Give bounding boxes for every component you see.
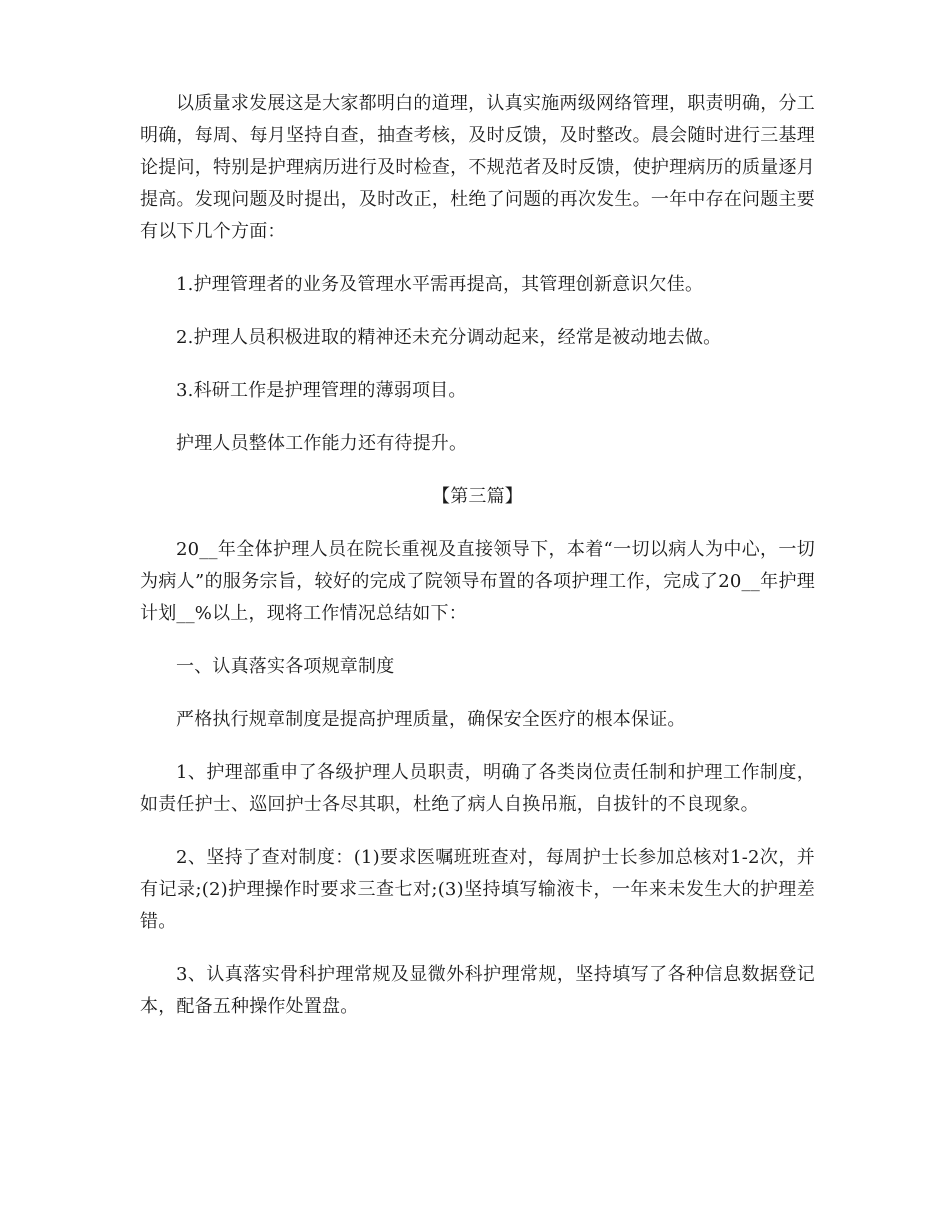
- paragraph-item-2-verification: 2、坚持了查对制度：(1)要求医嘱班班查对，每周护士长参加总核对1-2次，并有记录;(2)护理操作时要求三查七对;(3)坚持填写输液卡，一年来未发生大的护理差错。: [140, 847, 815, 932]
- paragraph-overall-ability: 护理人员整体工作能力还有待提升。: [176, 433, 468, 454]
- paragraph-item-3-orthopedic-care: 3、认真落实骨科护理常规及显微外科护理常规，坚持填写了各种信息数据登记本，配备五种操作处置盘。: [140, 964, 815, 1017]
- paragraph-section-one-title: 一、认真落实各项规章制度: [176, 656, 395, 677]
- paragraph-problem-2: 2.护理人员积极进取的精神还未充分调动起来，经常是被动地去做。: [176, 327, 722, 348]
- paragraph-rules-importance: 严格执行规章制度是提高护理质量，确保安全医疗的根本保证。: [176, 709, 686, 730]
- paragraph-quality-management: 以质量求发展这是大家都明白的道理，认真实施两级网络管理，职责明确，分工明确，每周、每月坚持自查，抽查考核，及时反馈，及时整改。晨会随时进行三基理论提问，特别是护理病历进行及时检查，不规范者及时反馈，使护理病历的质量逐月提高。发现问题及时提出，及时改正，杜绝了问题的再次发生。一年中存在问题主要有以下几个方面：: [140, 93, 815, 242]
- section-heading: 【第三篇】: [432, 486, 523, 507]
- document-body: [140, 88, 815, 1044]
- paragraph-annual-summary-intro: 20__年全体护理人员在院长重视及直接领导下，本着“一切以病人为中心，一切为病人”的服务宗旨，较好的完成了院领导布置的各项护理工作，完成了20__年护理计划__%以上，现将工作情况总结如下：: [140, 539, 815, 624]
- paragraph-problem-3: 3.科研工作是护理管理的薄弱项目。: [176, 380, 467, 401]
- paragraph-problem-1: 1.护理管理者的业务及管理水平需再提高，其管理创新意识欠佳。: [176, 274, 704, 295]
- paragraph-item-1-responsibilities: 1、护理部重申了各级护理人员职责，明确了各类岗位责任制和护理工作制度，如责任护士、巡回护士各尽其职，杜绝了病人自换吊瓶，自拔针的不良现象。: [140, 762, 815, 815]
